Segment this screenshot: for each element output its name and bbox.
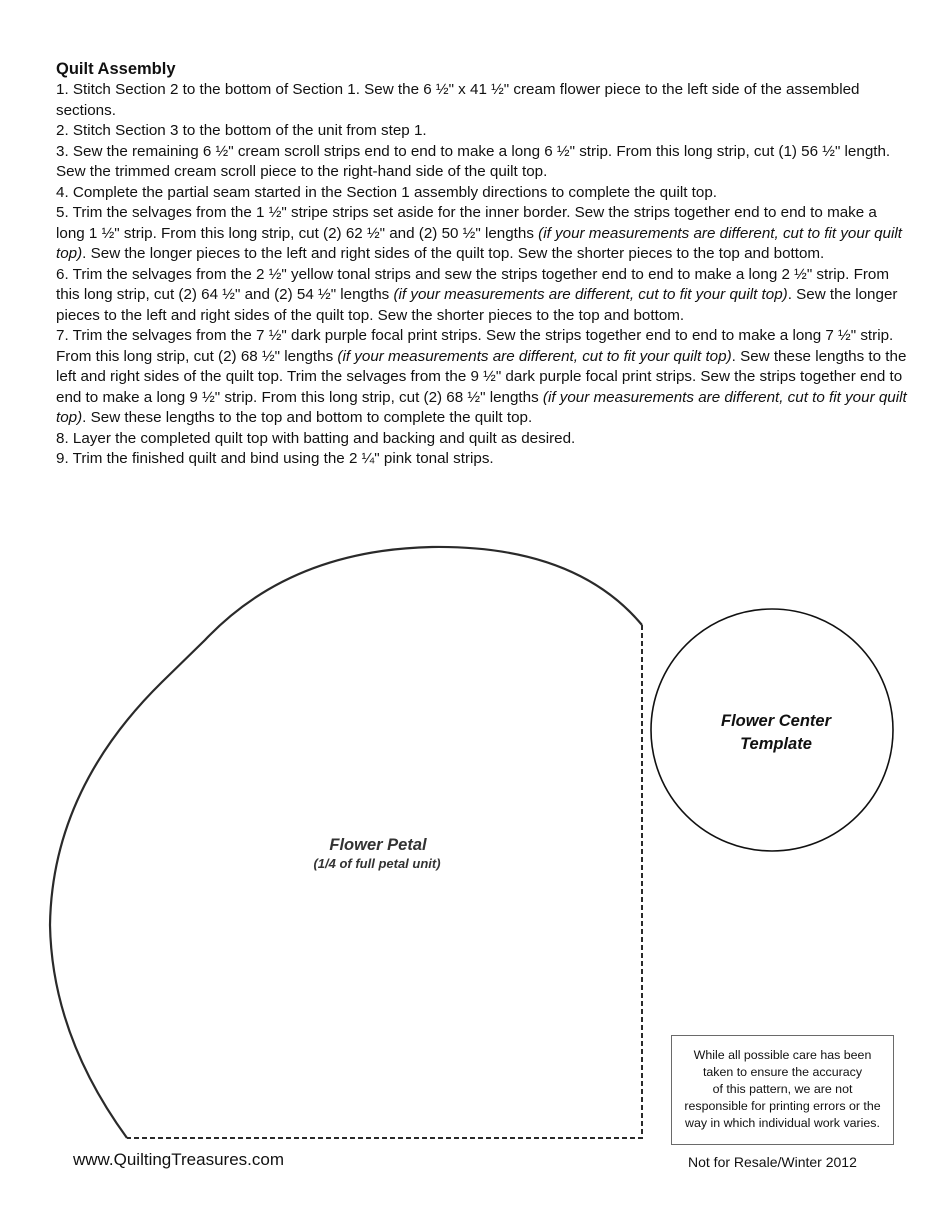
flower-petal-subtitle: (1/4 of full petal unit) — [313, 856, 441, 871]
instruction-step-2: 2. Stitch Section 3 to the bottom of the unit from step 1. — [56, 122, 427, 139]
flower-center-template-circle — [651, 609, 893, 851]
flower-petal-cut-line — [127, 625, 642, 1138]
section-heading: Quilt Assembly — [56, 60, 176, 78]
disclaimer-line: of this pattern, we are not — [712, 1082, 853, 1096]
instruction-step-9: 9. Trim the finished quilt and bind using the 2 ¼" pink tonal strips. — [56, 450, 494, 467]
website-link[interactable]: www.QuiltingTreasures.com — [73, 1150, 284, 1169]
instruction-step-8: 8. Layer the completed quilt top with batting and backing and quilt as desired. — [56, 429, 576, 447]
instruction-step-6: 6. Trim the selvages from the 2 ½" yellow tonal strips and sew the strips together end to end to make a long 2 ½" strip. From this long strip, cut (2) 64 ½" and (2) 54 ½" lengths (if your measurements are different, cut to fit your quilt top). Sew the longer pieces to the left and right sides of the quilt top. Sew the shorter pieces to the top and bottom. — [56, 265, 898, 324]
disclaimer-line: While all possible care has been — [693, 1048, 872, 1062]
measurement-note: (if your measurements are different, cut to fit your quilt top) — [337, 347, 732, 365]
instruction-step-4: 4. Complete the partial seam started in the Section 1 assembly directions to complete the quilt top. — [56, 183, 718, 201]
disclaimer-line: way in which individual work varies. — [685, 1116, 880, 1130]
measurement-note: (if your measurements are different, cut to fit your quilt top) — [56, 224, 902, 262]
instruction-step-5: 5. Trim the selvages from the 1 ½" stripe strips set aside for the inner border. Sew the strips together end to end to make a long 1 ½" strip. From this long strip, cut (2) 62 ½" and (2) 50 ½" lengths (if your measurements are different, cut to fit your quilt top). Sew the longer pieces to the left and right sides of the quilt top. Sew the shorter pieces to the top and bottom. — [56, 204, 902, 262]
resale-notice: Not for Resale/Winter 2012 — [688, 1154, 857, 1170]
instruction-step-1: 1. Stitch Section 2 to the bottom of Section 1. Sew the 6 ½" x 41 ½" cream flower piece to the left side of the assembled sections. — [56, 81, 860, 119]
flower-center-label-line1: Flower Center — [720, 712, 832, 730]
disclaimer-line: responsible for printing errors or the — [684, 1099, 881, 1113]
measurement-note: (if your measurements are different, cut to fit your quilt top) — [56, 388, 907, 426]
disclaimer-box — [671, 1035, 894, 1145]
instruction-step-3: 3. Sew the remaining 6 ½" cream scroll strips end to end to make a long 6 ½" strip. From this long strip, cut (1) 56 ½" length. Sew the trimmed cream scroll piece to the right-hand side of the quilt top. — [56, 142, 891, 180]
instruction-step-7: 7. Trim the selvages from the 7 ½" dark purple focal print strips. Sew the strips together end to end to make a long 7 ½" strip. From this long strip, cut (2) 68 ½" lengths (if your measurements are different, cut to fit your quilt top). Sew these lengths to the left and right sides of the quilt top. Trim the selvages from the 9 ½" dark purple focal print strips. Sew the strips together end to end to make a long 9 ½" strip. From this long strip, cut (2) 68 ½" lengths (if your measurements are different, cut to fit your quilt top). Sew these lengths to the top and bottom to complete the quilt top. — [56, 327, 907, 426]
disclaimer-line: taken to ensure the accuracy — [702, 1065, 863, 1079]
flower-petal-title: Flower Petal — [329, 836, 427, 854]
flower-center-label-line2: Template — [740, 735, 812, 753]
measurement-note: (if your measurements are different, cut to fit your quilt top) — [393, 286, 788, 303]
